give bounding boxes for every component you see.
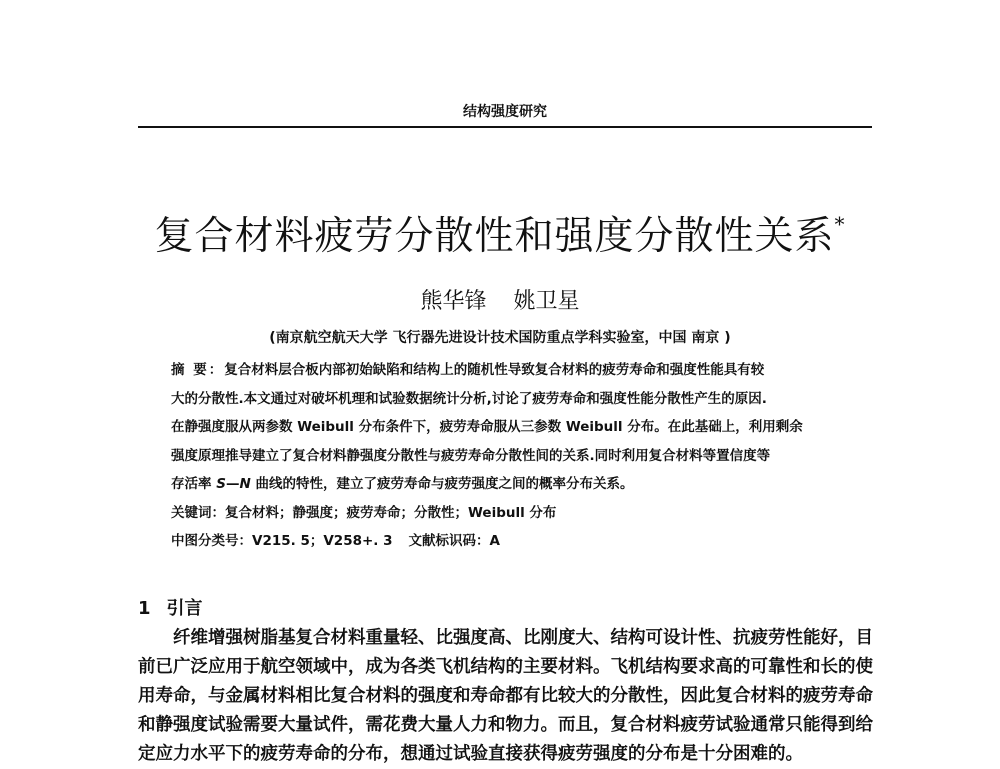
- author-name: 熊华锋: [420, 289, 487, 314]
- section-number: 1: [138, 598, 151, 619]
- classification-codes: V215. 5；V258+. 3: [252, 533, 393, 549]
- section-body: [138, 624, 872, 769]
- abstract-symbol-s: S: [216, 476, 226, 492]
- body-line: 用寿命，与金属材料相比复合材料的强度和寿命都有比较大的分散性，因此复合材料的疲劳寿命: [138, 686, 873, 706]
- abstract-dash: —: [225, 476, 240, 492]
- running-head: 结构强度研究: [463, 104, 547, 120]
- body-line: 纤维增强树脂基复合材料重量轻、比强度高、比刚度大、结构可设计性、抗疲劳性能好，目: [173, 628, 873, 648]
- document-code-label: 文献标识码：: [408, 533, 490, 549]
- abstract-text: 复合材料层合板内部初始缺陷和结构上的随机性导致复合材料的疲劳寿命和强度性能具有较: [224, 362, 765, 378]
- classification-line: [171, 527, 851, 556]
- authors: [0, 284, 1000, 315]
- abstract-line: 强度原理推导建立了复合材料静强度分散性与疲劳寿命分散性间的关系.同时利用复合材料等置信度等: [171, 447, 771, 464]
- affiliation: (南京航空航天大学 飞行器先进设计技术国防重点学科实验室，中国 南京 ): [269, 330, 731, 346]
- keywords-text: 复合材料；静强度；疲劳寿命；分散性；Weibull 分布: [225, 504, 557, 521]
- abstract-block: [171, 356, 851, 556]
- body-line: 和静强度试验需要大量试件，需花费大量人力和物力。而且，复合材料疲劳试验通常只能得到给: [138, 715, 873, 735]
- header-rule: [138, 126, 872, 128]
- title-footnote-mark: *: [834, 212, 846, 236]
- keywords-line: [171, 499, 851, 528]
- body-line: 定应力水平下的疲劳寿命的分布，想通过试验直接获得疲劳强度的分布是十分困难的。: [138, 744, 803, 764]
- abstract-line: 在静强度服从两参数 Weibull 分布条件下，疲劳寿命服从三参数 Weibull 分布。在此基础上，利用剩余: [171, 419, 803, 435]
- abstract-line: [171, 470, 851, 499]
- abstract-line: [171, 356, 851, 385]
- classification-label: 中图分类号：: [171, 533, 252, 549]
- keywords-label: 关键词：: [171, 504, 225, 521]
- document-code: A: [489, 533, 500, 549]
- author-name: 姚卫星: [513, 289, 580, 314]
- section-title: 引言: [166, 598, 203, 619]
- abstract-text: 曲线的特性，建立了疲劳寿命与疲劳强度之间的概率分布关系。: [250, 476, 634, 492]
- paper-title: [0, 205, 1000, 261]
- abstract-line: 大的分散性.本文通过对破坏机理和试验数据统计分析,讨论了疲劳寿命和强度性能分散性产生的原因.: [171, 390, 767, 407]
- abstract-symbol-n: N: [239, 476, 251, 492]
- section-heading: [138, 594, 203, 620]
- title-text: 复合材料疲劳分散性和强度分散性关系: [154, 214, 835, 259]
- abstract-label: 摘 要：: [171, 362, 225, 378]
- body-line: 前已广泛应用于航空领域中，成为各类飞机结构的主要材料。飞机结构要求高的可靠性和长的使: [138, 657, 873, 677]
- abstract-text: 存活率: [171, 476, 217, 492]
